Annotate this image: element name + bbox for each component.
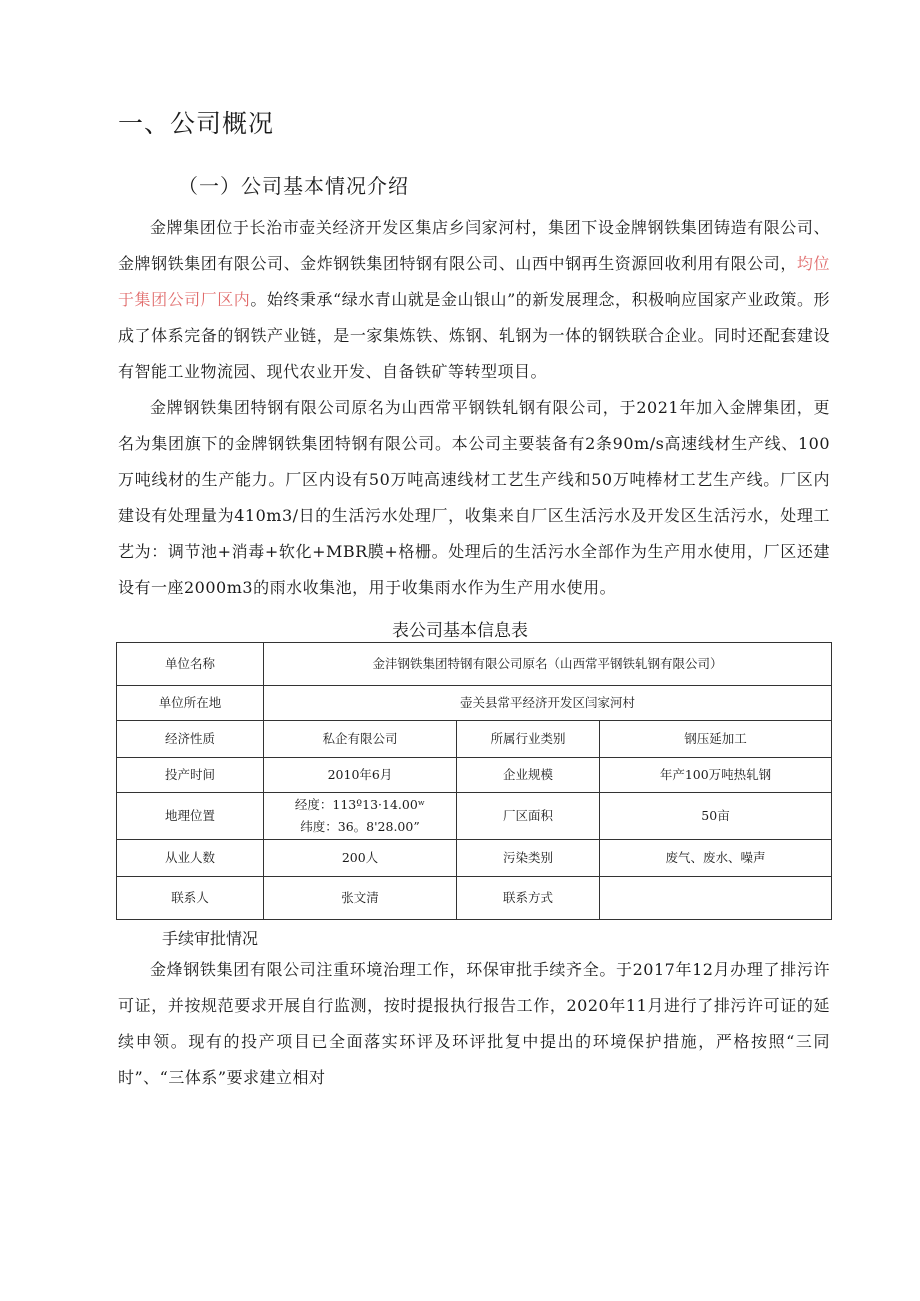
industry-label: 所属行业类别 <box>457 721 600 758</box>
table-row <box>117 721 832 758</box>
contact-label: 联系人 <box>117 877 264 920</box>
location-label: 单位所在地 <box>117 686 264 721</box>
company-info-table <box>116 642 832 920</box>
longitude-value: 经度：113º13·14.00ʷ <box>294 797 426 812</box>
approval-paragraph: 金烽钢铁集团有限公司注重环境治理工作，环保审批手续齐全。于2017年12月办理了排污许可证，并按规范要求开展自行监测，按时提报执行报告工作，2020年11月进行了排污许可证的延续申领。现有的投产项目已全面落实环评及环评批复中提出的环境保护措施，严格按照“三同时”、“三体系”要求建立相对 <box>118 960 830 1087</box>
latitude-value: 纬度：36。8'28.00” <box>300 819 420 834</box>
pollution-value: 废气、废水、噪声 <box>600 840 832 877</box>
company-paragraph: 金牌钢铁集团特钢有限公司原名为山西常平钢铁轧钢有限公司，于2021年加入金牌集团，更名为集团旗下的金牌钢铁集团特钢有限公司。本公司主要装备有2条90m∕s高速线材生产线、100万吨线材的生产能力。厂区内设有50万吨高速线材工艺生产线和50万吨棒材工艺生产线。厂区内建设有处理量为410m3∕日的生活污水处理厂，收集来自厂区生活污水及开发区生活污水，处理工艺为：调节池+消毒+软化+MBR膜+格栅。处理后的生活污水全部作为生产用水使用，厂区还建设有一座2000m3的雨水收集池，用于收集雨水作为生产用水使用。 <box>118 398 830 597</box>
start-label: 投产时间 <box>117 758 264 793</box>
table-row <box>117 840 832 877</box>
pollution-label: 污染类别 <box>457 840 600 877</box>
intro-paragraph <box>118 210 830 390</box>
contact-method-value <box>600 877 832 920</box>
scale-label: 企业规模 <box>457 758 600 793</box>
industry-value: 钢压延加工 <box>600 721 832 758</box>
staff-value: 200人 <box>264 840 457 877</box>
table-row <box>117 877 832 920</box>
location-value: 壶关县常平经济开发区闫家河村 <box>264 686 832 721</box>
unit-name-label: 单位名称 <box>117 643 264 686</box>
subsection-title: （一）公司基本情况介绍 <box>178 174 409 198</box>
staff-label: 从业人数 <box>117 840 264 877</box>
section-title: 一、公司概况 <box>118 109 275 138</box>
intro-text-end: 。始终秉承“绿水青山就是金山银山”的新发展理念，积极响应国家产业政策。形成了体系完备的钢铁产业链，是一家集炼铁、炼钢、轧钢为一体的钢铁联合企业。同时还配套建设有智能工业物流园、现代农业开发、自备铁矿等转型项目。 <box>118 290 830 381</box>
table-row <box>117 758 832 793</box>
table-row <box>117 686 832 721</box>
table-caption: 表公司基本信息表 <box>392 621 528 641</box>
table-row <box>117 643 832 686</box>
start-value: 2010年6月 <box>264 758 457 793</box>
highlighted-text: 均位于集团公司厂区内 <box>118 254 830 309</box>
unit-name-value: 金沣钢铁集团特钢有限公司原名（山西常平钢铁轧钢有限公司） <box>264 643 832 686</box>
contact-value: 张文清 <box>264 877 457 920</box>
table-row <box>117 793 832 840</box>
econ-value: 私企有限公司 <box>264 721 457 758</box>
area-value: 50亩 <box>600 793 832 840</box>
econ-label: 经济性质 <box>117 721 264 758</box>
area-label: 厂区面积 <box>457 793 600 840</box>
intro-text-start: 金牌集团位于长治市壶关经济开发区集店乡闫家河村，集团下设金牌钢铁集团铸造有限公司、金牌钢铁集团有限公司、金炸钢铁集团特钢有限公司、山西中钢再生资源回收利用有限公司， <box>118 218 830 273</box>
contact-method-label: 联系方式 <box>457 877 600 920</box>
approval-title: 手续审批情况 <box>162 929 259 948</box>
scale-value: 年产100万吨热轧钢 <box>600 758 832 793</box>
geo-value <box>264 793 457 840</box>
geo-label: 地理位置 <box>117 793 264 840</box>
